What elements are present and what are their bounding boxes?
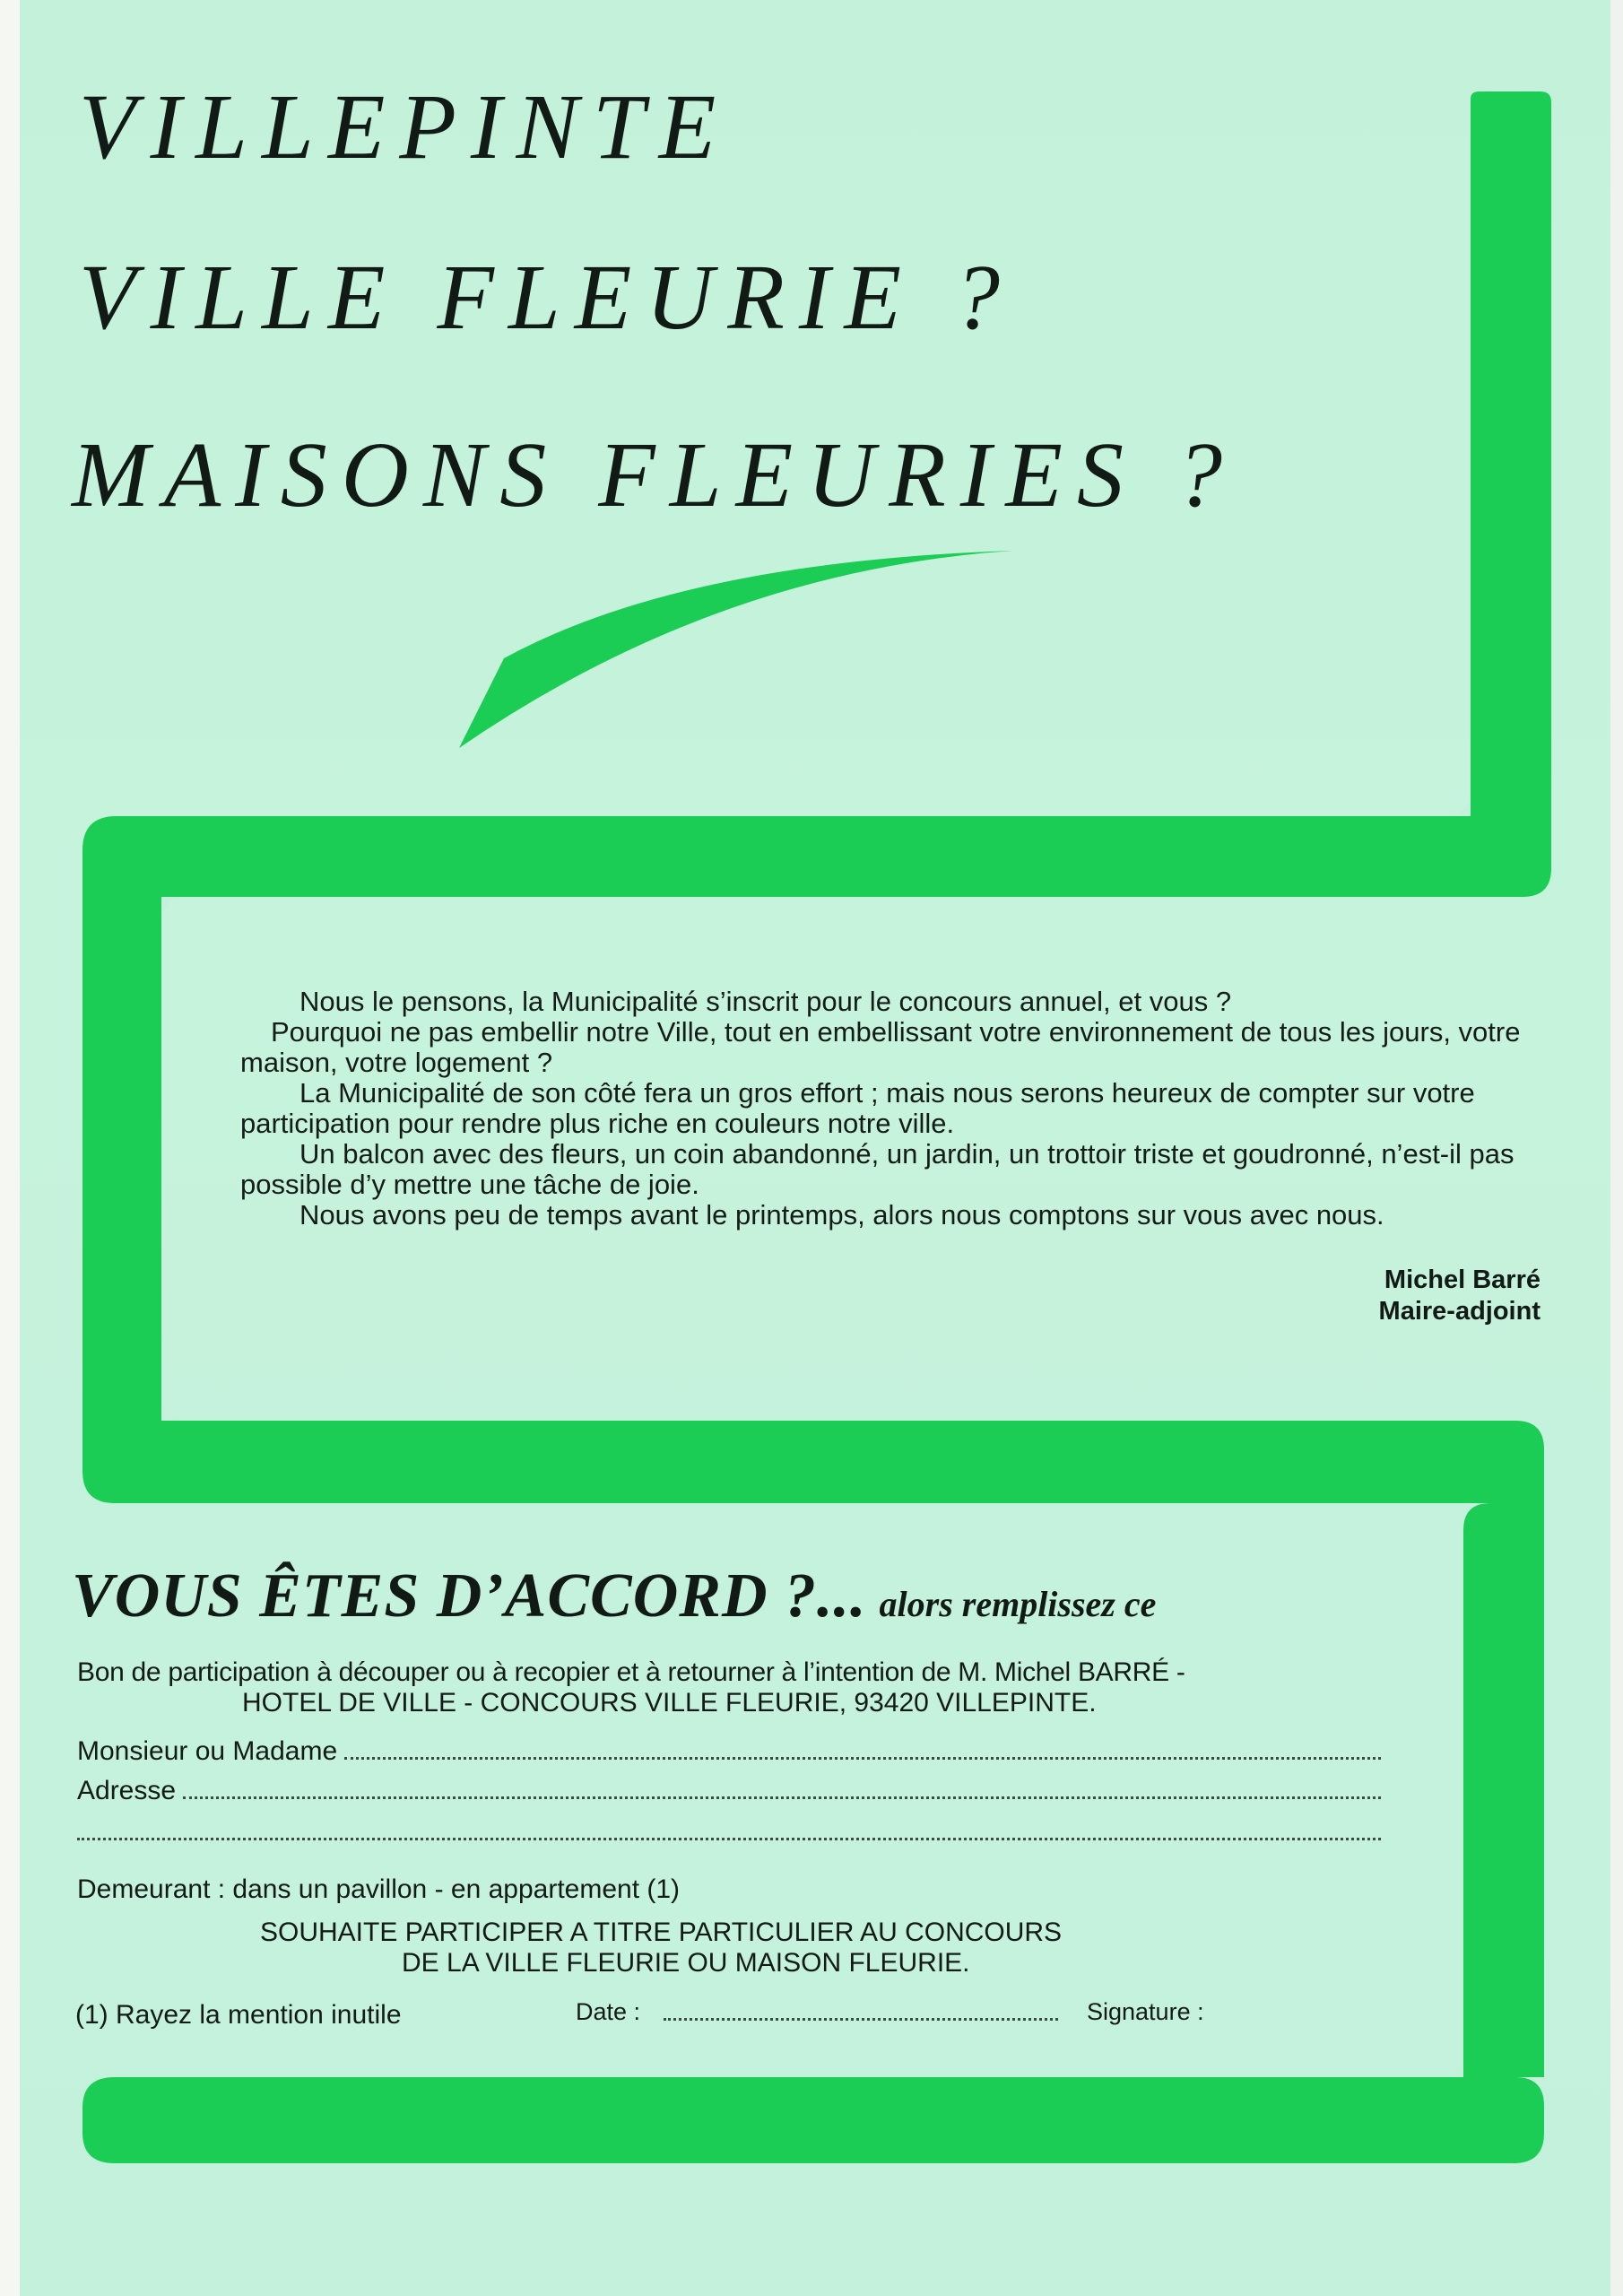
footnote: (1) Rayez la mention inutile	[75, 2000, 402, 2030]
band-right-lower	[1463, 1503, 1544, 2077]
letter-paragraph: Pourquoi ne pas embellir notre Ville, tout en embellissant votre environnement de tous les jours, votre maison, votre logement ?	[240, 1016, 1521, 1078]
name-label: Monsieur ou Madame	[77, 1736, 338, 1766]
address-field[interactable]	[77, 1774, 1381, 1806]
inner-corner-2	[161, 1396, 187, 1421]
address-label: Adresse	[77, 1776, 177, 1805]
name-dotted-line[interactable]	[344, 1757, 1381, 1760]
inner-corner-1	[161, 897, 188, 924]
dwelling-choice[interactable]: Demeurant : dans un pavillon - en appartement (1)	[77, 1874, 681, 1904]
form-intro-line-2: HOTEL DE VILLE - CONCOURS VILLE FLEURIE, 93420 VILLEPINTE.	[242, 1688, 1097, 1718]
band-horizontal-bottom	[82, 2077, 1544, 2163]
band-left	[82, 897, 181, 1421]
band-horizontal-1	[82, 796, 1471, 915]
date-label: Date :	[576, 1998, 641, 2025]
signature-name: Michel Barré	[1384, 1265, 1541, 1294]
letter-signature	[1379, 1265, 1541, 1327]
address-dotted-line[interactable]	[183, 1796, 1381, 1799]
band-horizontal-2	[82, 1421, 1544, 1525]
participation-statement-line-1: SOUHAITE PARTICIPER A TITRE PARTICULIER AU CONCOURS	[260, 1918, 1063, 1947]
letter-body	[240, 987, 1549, 1231]
title-villepinte: VILLEPINTE	[79, 75, 731, 178]
title-maisons-fleuries: MAISONS FLEURIES ?	[72, 423, 1237, 526]
inner-corner-5	[1444, 789, 1471, 816]
address-field-continued[interactable]	[77, 1815, 1381, 1848]
green-swoosh	[459, 551, 1013, 748]
form-intro-line-1: Bon de participation à découper ou à recopier et à retourner à l’intention de M. Michel BARRÉ -	[77, 1657, 1185, 1687]
form-heading	[72, 1561, 1156, 1632]
title-ville-fleurie: VILLE FLEURIE ?	[79, 246, 1015, 349]
inner-corner-4	[1438, 2052, 1463, 2077]
signature-label: Signature :	[1087, 1998, 1204, 2025]
name-field[interactable]	[77, 1735, 1381, 1767]
letter-paragraph: Nous le pensons, la Municipalité s’inscrit pour le concours annuel, et vous ?	[299, 986, 1232, 1017]
form-heading-tail: alors remplissez ce	[879, 1584, 1157, 1624]
band-right-upper	[1471, 91, 1551, 897]
letter-paragraph: La Municipalité de son côté fera un gros effort ; mais nous serons heureux de compter sur votre participation pour rendre plus riche en couleurs notre ville.	[240, 1077, 1475, 1139]
address-dotted-line-2[interactable]	[77, 1838, 1381, 1840]
signature-role: Maire-adjoint	[1378, 1297, 1541, 1326]
letter-paragraph: Nous avons peu de temps avant le printemps, alors nous comptons sur vous avec nous.	[299, 1199, 1384, 1231]
letter-paragraph: Un balcon avec des fleurs, un coin abandonné, un jardin, un trottoir triste et goudronné, n’est-il pas possible d’y mettre une tâche de joie.	[240, 1138, 1515, 1200]
participation-statement-line-2: DE LA VILLE FLEURIE OU MAISON FLEURIE.	[402, 1948, 970, 1978]
form-heading-main: VOUS ÊTES D’ACCORD ?...	[72, 1561, 867, 1631]
date-dotted-line[interactable]	[664, 2018, 1058, 2021]
